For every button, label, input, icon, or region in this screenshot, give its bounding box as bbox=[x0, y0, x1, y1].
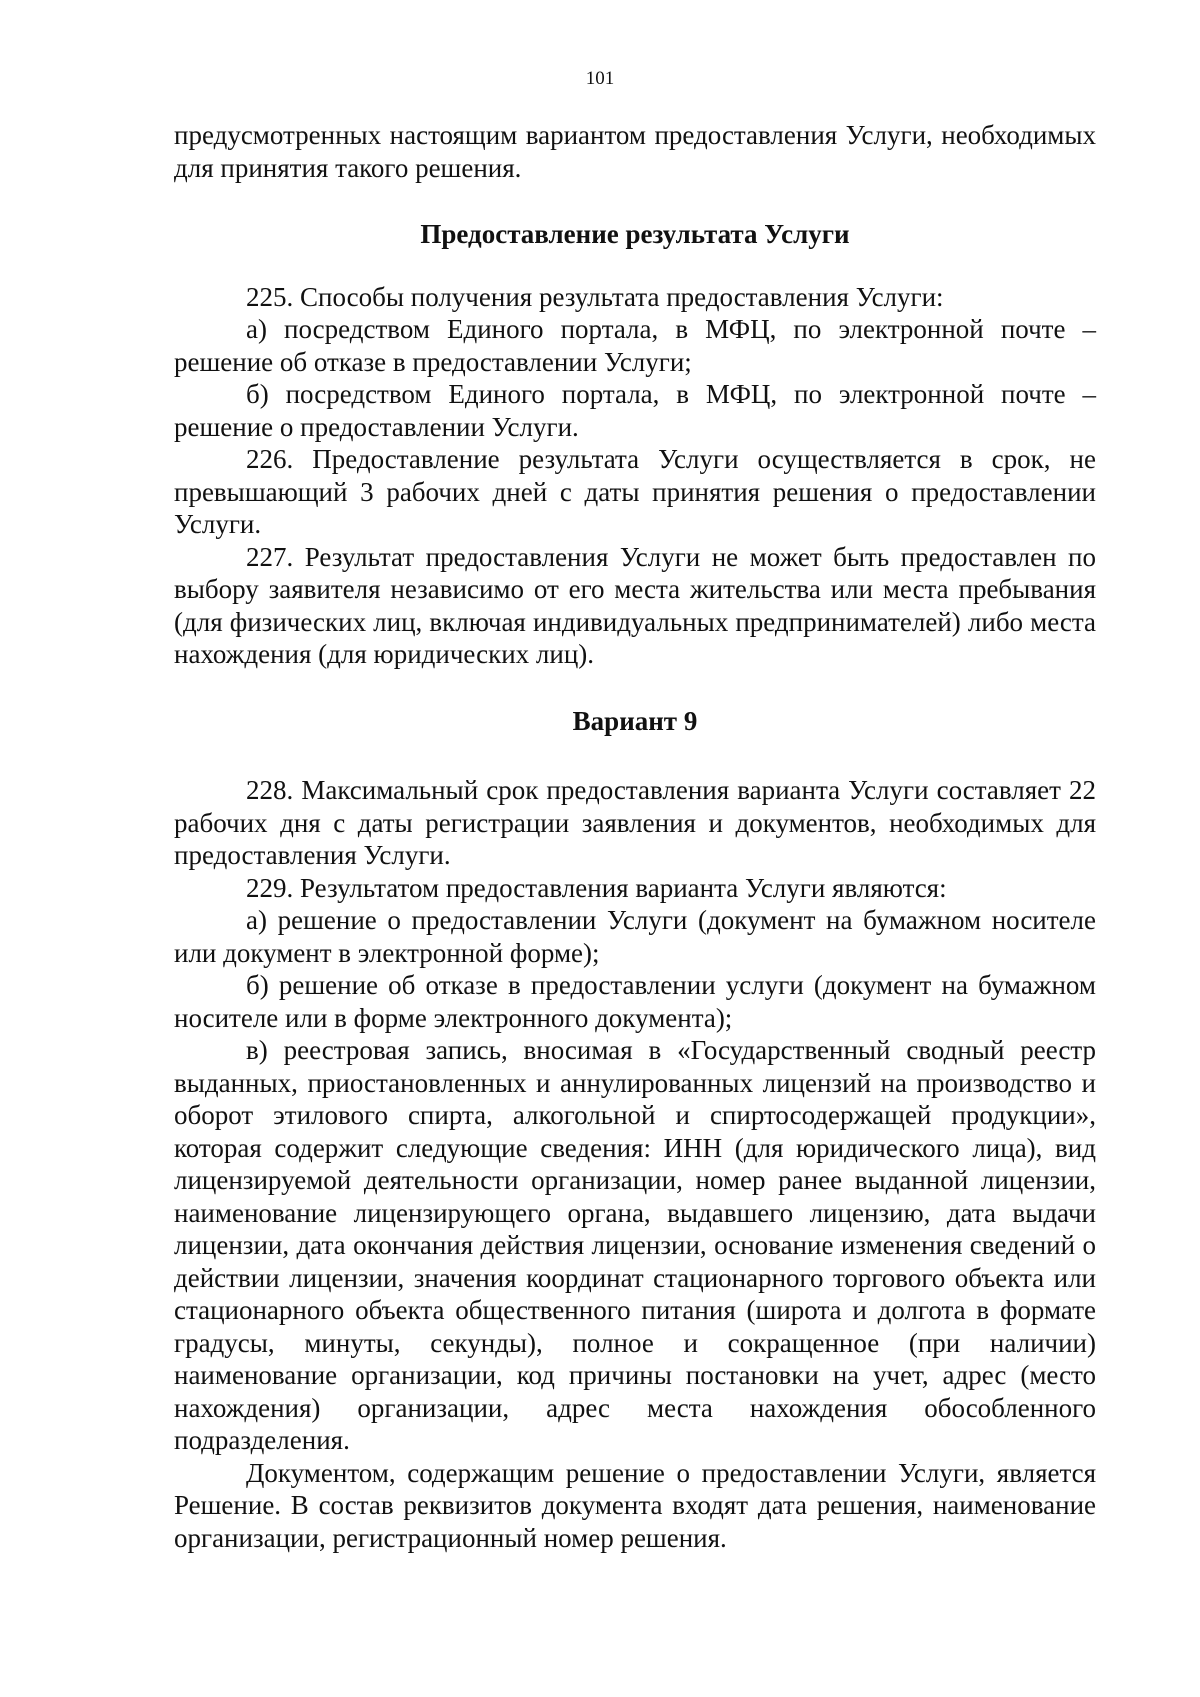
page-number: 101 bbox=[585, 68, 615, 89]
section-heading-result: Предоставление результата Услуги bbox=[420, 219, 850, 249]
paragraph-227: 227. Результат предоставления Услуги не может быть предоставлен по выбору заявителя независимо от его места жительства или места пребывания (для физических лиц, включая индивидуальных предпринимателей) либо места нахождения (для юридических лиц). bbox=[174, 541, 1096, 669]
paragraph-229-v: в) реестровая запись, вносимая в «Государственный сводный реестр выданных, приостановленных и аннулированных лицензий на производство и оборот этилового спирта, алкогольной и спиртосодержащей продукции», которая содержит следующие сведения: ИНН (для юридического лица), вид лицензируемой деятельности организации, номер ранее выданной лицензии, наименование лицензирующего органа, выдавшего лицензию, дата выдачи лицензии, дата окончания действия лицензии, основание изменения сведений о действии лицензии, значения координат стационарного торгового объекта или стационарного объекта общественного питания (широта и долгота в формате градусы, минуты, секунды), полное и сокращенное (при наличии) наименование организации, код причины постановки на учет, адрес (место нахождения) организации, адрес места нахождения обособленного подразделения. bbox=[174, 1035, 1096, 1455]
paragraph-225-a: а) посредством Единого портала, в МФЦ, по электронной почте – решение об отказе в предоставлении Услуги; bbox=[174, 314, 1096, 377]
intro-paragraph: предусмотренных настоящим вариантом предоставления Услуги, необходимых для принятия такого решения. bbox=[174, 120, 1096, 183]
paragraph-229: 229. Результатом предоставления варианта Услуги являются: bbox=[246, 872, 947, 903]
paragraph-229-b: б) решение об отказе в предоставлении услуги (документ на бумажном носителе или в форме электронного документа); bbox=[174, 970, 1096, 1033]
paragraph-225-b: б) посредством Единого портала, в МФЦ, по электронной почте – решение о предоставлении Услуги. bbox=[174, 379, 1096, 442]
paragraph-229-a: а) решение о предоставлении Услуги (документ на бумажном носителе или документ в электронной форме); bbox=[174, 905, 1096, 968]
paragraph-225: 225. Способы получения результата предоставления Услуги: bbox=[246, 281, 944, 312]
document-body bbox=[174, 119, 1096, 1554]
section-heading-variant-9: Вариант 9 bbox=[572, 705, 698, 736]
paragraph-228: 228. Максимальный срок предоставления варианта Услуги составляет 22 рабочих дня с даты регистрации заявления и документов, необходимых для предоставления Услуги. bbox=[174, 775, 1096, 870]
paragraph-226: 226. Предоставление результата Услуги осуществляется в срок, не превышающий 3 рабочих дней с даты принятия решения о предоставлении Услуги. bbox=[174, 444, 1096, 539]
paragraph-decision-document: Документом, содержащим решение о предоставлении Услуги, является Решение. В состав реквизитов документа входят дата решения, наименование организации, регистрационный номер решения. bbox=[174, 1457, 1096, 1553]
